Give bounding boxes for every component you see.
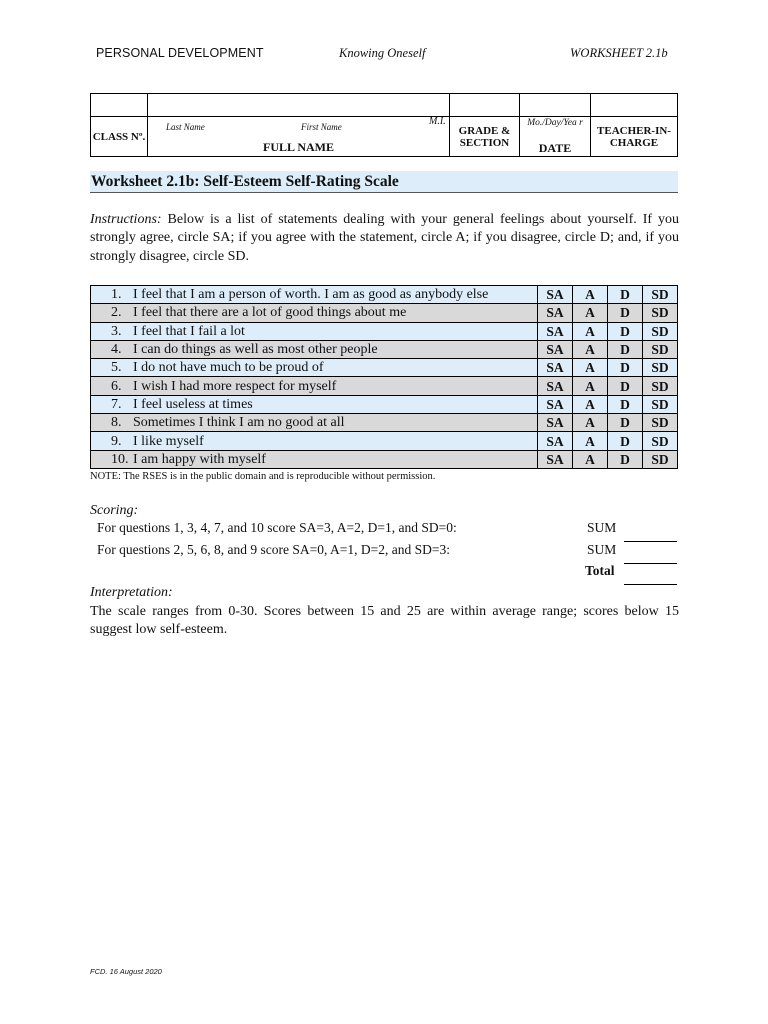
- first-name-label: First Name: [301, 122, 342, 132]
- full-name-field[interactable]: [148, 94, 450, 117]
- teacher-field[interactable]: [591, 94, 678, 117]
- full-name-label-cell: [148, 117, 450, 157]
- teacher-label: TEACHER-IN-CHARGE: [591, 117, 678, 157]
- option-a[interactable]: A: [573, 286, 608, 304]
- option-a[interactable]: A: [573, 395, 608, 413]
- header-worksheet-id: WORKSHEET 2.1b: [570, 46, 668, 60]
- statement-number: 1.: [111, 287, 122, 303]
- grade-section-field[interactable]: [450, 94, 520, 117]
- class-no-field[interactable]: [91, 94, 148, 117]
- scale-row: [91, 286, 678, 304]
- statement-number: 3.: [111, 323, 122, 339]
- scale-statement: [91, 450, 538, 468]
- date-field[interactable]: [520, 94, 591, 117]
- public-domain-note: NOTE: The RSES is in the public domain and is reproducible without permission.: [90, 471, 436, 482]
- header-topic: Knowing Oneself: [339, 46, 426, 60]
- worksheet-title: Worksheet 2.1b: Self-Esteem Self-Rating Scale: [90, 171, 678, 193]
- option-sa[interactable]: SA: [538, 450, 573, 468]
- option-sd[interactable]: SD: [643, 395, 678, 413]
- interpretation-text: The scale ranges from 0-30. Scores between 15 and 25 are within average range; scores below 15 suggest low self-esteem.: [90, 604, 679, 638]
- grade-section-label: GRADE & SECTION: [450, 117, 520, 157]
- option-a[interactable]: A: [573, 340, 608, 358]
- option-sd[interactable]: SD: [643, 432, 678, 450]
- option-a[interactable]: A: [573, 432, 608, 450]
- scale-statement: [91, 377, 538, 395]
- scoring-rule-1: For questions 1, 3, 4, 7, and 10 score SA=3, A=2, D=1, and SD=0:: [97, 520, 457, 535]
- scale-statement: [91, 322, 538, 340]
- statement-text: I feel that I am a person of worth. I am as good as anybody else: [133, 287, 489, 303]
- scale-row: [91, 450, 678, 468]
- instructions-label: Instructions:: [90, 212, 162, 227]
- scale-row: [91, 395, 678, 413]
- option-d[interactable]: D: [608, 286, 643, 304]
- total-blank[interactable]: [624, 583, 677, 585]
- student-info-table: [90, 93, 678, 157]
- statement-number: 2.: [111, 305, 122, 321]
- option-sd[interactable]: SD: [643, 340, 678, 358]
- self-esteem-scale-table: [90, 285, 678, 469]
- option-sa[interactable]: SA: [538, 304, 573, 322]
- statement-number: 8.: [111, 415, 122, 431]
- middle-initial-label: M.I.: [429, 116, 446, 127]
- option-d[interactable]: D: [608, 322, 643, 340]
- option-a[interactable]: A: [573, 322, 608, 340]
- date-label: DATE: [538, 141, 572, 155]
- sum-blank-2[interactable]: [624, 562, 677, 564]
- option-sd[interactable]: SD: [643, 322, 678, 340]
- option-sd[interactable]: SD: [643, 414, 678, 432]
- option-d[interactable]: D: [608, 340, 643, 358]
- scale-statement: [91, 340, 538, 358]
- header-subject: PERSONAL DEVELOPMENT: [96, 46, 264, 60]
- statement-number: 6.: [111, 378, 122, 394]
- option-sd[interactable]: SD: [643, 377, 678, 395]
- option-sd[interactable]: SD: [643, 359, 678, 377]
- scale-row: [91, 359, 678, 377]
- option-a[interactable]: A: [573, 359, 608, 377]
- option-sd[interactable]: SD: [643, 304, 678, 322]
- option-sa[interactable]: SA: [538, 359, 573, 377]
- sum-label-2: SUM: [587, 542, 617, 557]
- footer-date: FCD. 16 August 2020: [90, 967, 162, 976]
- option-sa[interactable]: SA: [538, 286, 573, 304]
- scoring-label: Scoring:: [90, 503, 139, 518]
- scoring-rule-2: For questions 2, 5, 6, 8, and 9 score SA=0, A=1, D=2, and SD=3:: [97, 542, 450, 557]
- option-sd[interactable]: SD: [643, 450, 678, 468]
- statement-number: 10.: [111, 451, 129, 467]
- scale-statement: [91, 304, 538, 322]
- total-label: Total: [585, 563, 615, 578]
- option-sd[interactable]: SD: [643, 286, 678, 304]
- scale-row: [91, 322, 678, 340]
- scale-row: [91, 432, 678, 450]
- option-d[interactable]: D: [608, 450, 643, 468]
- option-d[interactable]: D: [608, 395, 643, 413]
- option-a[interactable]: A: [573, 304, 608, 322]
- full-name-label: FULL NAME: [262, 140, 334, 154]
- scale-statement: [91, 286, 538, 304]
- option-d[interactable]: D: [608, 304, 643, 322]
- statement-text: I can do things as well as most other people: [133, 342, 378, 358]
- date-format-label: Mo./Day/Yea r: [527, 118, 583, 128]
- statement-number: 4.: [111, 342, 122, 358]
- instructions-text: Below is a list of statements dealing with your general feelings about yourself. If you strongly agree, circle SA; if you agree with the statement, circle A; if you disagree, circle D; and, if you strongly disagree, circle SD.: [90, 212, 679, 264]
- statement-number: 5.: [111, 360, 122, 376]
- option-a[interactable]: A: [573, 414, 608, 432]
- scale-row: [91, 340, 678, 358]
- statement-number: 7.: [111, 396, 122, 412]
- scale-row: [91, 304, 678, 322]
- statement-text: Sometimes I think I am no good at all: [133, 415, 345, 431]
- statement-text: I feel that there are a lot of good things about me: [133, 305, 407, 321]
- option-d[interactable]: D: [608, 432, 643, 450]
- statement-text: I like myself: [133, 433, 204, 449]
- interpretation-label: Interpretation:: [90, 585, 173, 600]
- scale-row: [91, 414, 678, 432]
- scale-statement: [91, 359, 538, 377]
- scale-statement: [91, 414, 538, 432]
- option-sa[interactable]: SA: [538, 414, 573, 432]
- scale-statement: [91, 395, 538, 413]
- scale-row: [91, 377, 678, 395]
- date-label-cell: [520, 117, 591, 157]
- option-sa[interactable]: SA: [538, 432, 573, 450]
- instructions: [90, 211, 679, 266]
- statement-number: 9.: [111, 433, 122, 449]
- option-a[interactable]: A: [573, 450, 608, 468]
- statement-text: I am happy with myself: [133, 451, 266, 467]
- statement-text: I feel useless at times: [133, 396, 253, 412]
- scale-statement: [91, 432, 538, 450]
- option-sa[interactable]: SA: [538, 395, 573, 413]
- sum-blank-1[interactable]: [624, 540, 677, 542]
- option-sa[interactable]: SA: [538, 322, 573, 340]
- option-a[interactable]: A: [573, 377, 608, 395]
- statement-text: I do not have much to be proud of: [133, 360, 324, 376]
- sum-label-1: SUM: [587, 520, 617, 535]
- option-d[interactable]: D: [608, 414, 643, 432]
- option-d[interactable]: D: [608, 359, 643, 377]
- statement-text: I feel that I fail a lot: [133, 323, 245, 339]
- last-name-label: Last Name: [166, 122, 205, 132]
- class-no-label: CLASS Nº.: [91, 117, 148, 157]
- option-d[interactable]: D: [608, 377, 643, 395]
- statement-text: I wish I had more respect for myself: [133, 378, 337, 394]
- option-sa[interactable]: SA: [538, 377, 573, 395]
- option-sa[interactable]: SA: [538, 340, 573, 358]
